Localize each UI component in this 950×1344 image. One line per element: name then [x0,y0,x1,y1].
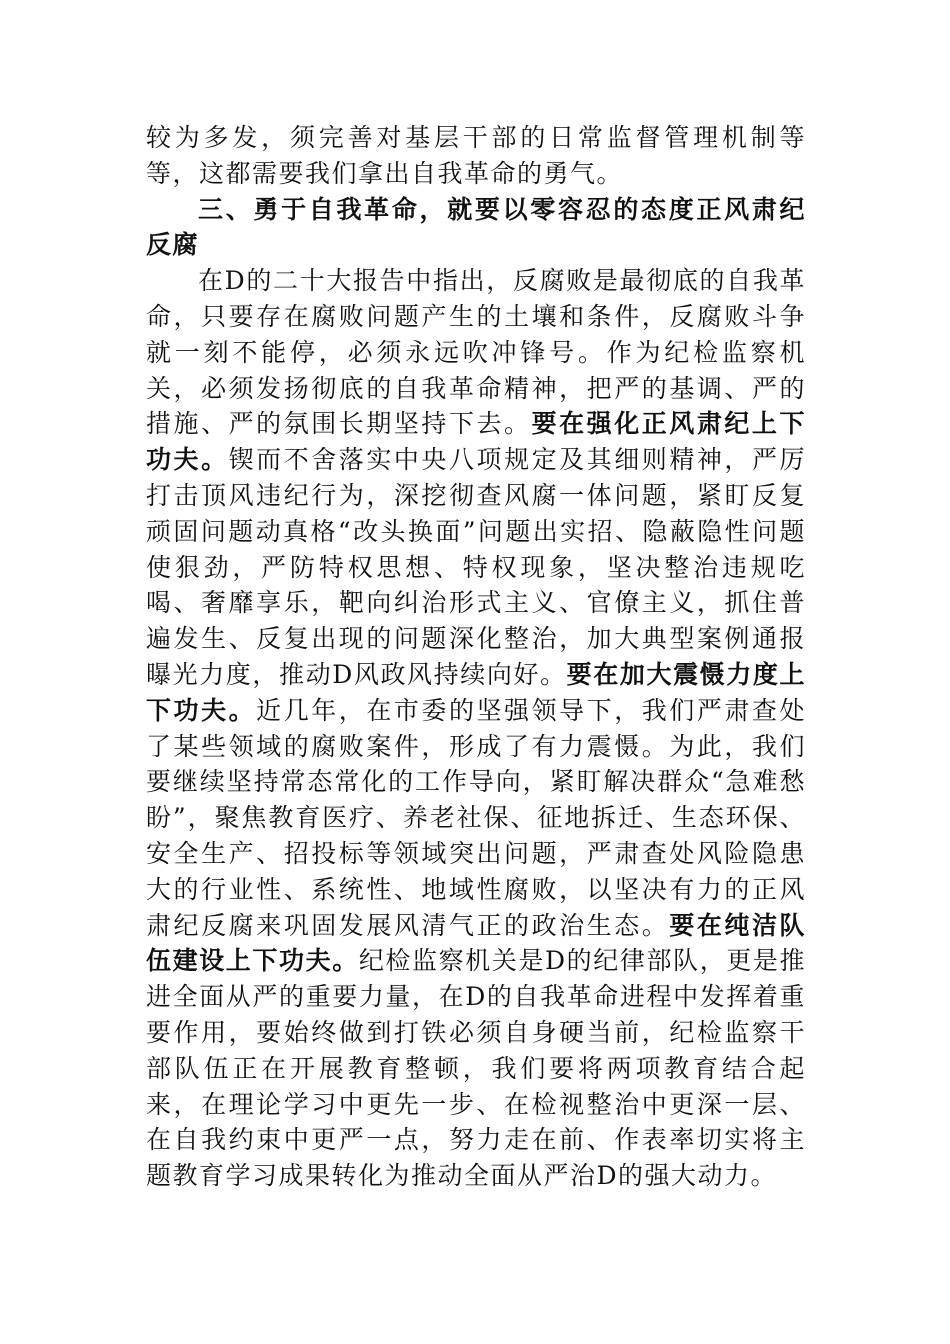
document-body [146,120,806,1194]
section-heading: 三、勇于自我革命，就要以零容忍的态度正风肃纪反腐 [146,194,806,260]
point2-title: 要在加大震慑力度上下功夫。 [146,659,806,725]
point1-title: 要在强化正风肃纪上下功夫。 [146,409,806,475]
body-paragraph [146,263,806,1194]
point2-text: 近几年，在市委的坚强领导下，我们严肃查处了某些领域的腐败案件，形成了有力震慑。为此，我们要继续坚持常态常化的工作导向，紧盯解决群众“急难愁盼”，聚焦教育医疗、养老社保、征地拆迁、生态环保、安全生产、招投标等领域突出问题，严肃查处风险隐患大的行业性、系统性、地域性腐败，以坚决有力的正风肃纪反腐来巩固发展风清气正的政治生态。 [146,695,806,940]
point3-text: 纪检监察机关是D的纪律部队，更是推进全面从严的重要力量，在D的自我革命进程中发挥着重要作用，要始终做到打铁必须自身硬当前，纪检监察干部队伍正在开展教育整顿，我们要将两项教育结合起来，在理论学习中更先一步、在检视整治中更深一层、在自我约束中更严一点，努力走在前、作表率切实将主题教育学习成果转化为推动全面从严治D的强大动力。 [146,946,806,1191]
intro-text: 在D的二十大报告中指出，反腐败是最彻底的自我革命，只要存在腐败问题产生的土壤和条件，反腐败斗争就一刻不能停，必须永远吹冲锋号。作为纪检监察机关，必须发扬彻底的自我革命精神，把严的基调、严的措施、严的氛围长期坚持下去。 [146,266,806,439]
point3-title: 要在纯洁队伍建设上下功夫。 [146,910,806,976]
point1-text: 锲而不舍落实中央八项规定及其细则精神，严厉打击顶风违纪行为，深挖彻查风腐一体问题，紧盯反复顽固问题动真格“改头换面”问题出实招、隐蔽隐性问题使狠劲，严防特权思想、特权现象，坚决整治违规吃喝、奢靡享乐，靶向纠治形式主义、官僚主义，抓住普遍发生、反复出现的问题深化整治，加大典型案例通报曝光力度，推动D风政风持续向好。 [146,445,806,689]
continuation-paragraph: 较为多发，须完善对基层干部的日常监督管理机制等等，这都需要我们拿出自我革命的勇气。 [146,123,806,188]
